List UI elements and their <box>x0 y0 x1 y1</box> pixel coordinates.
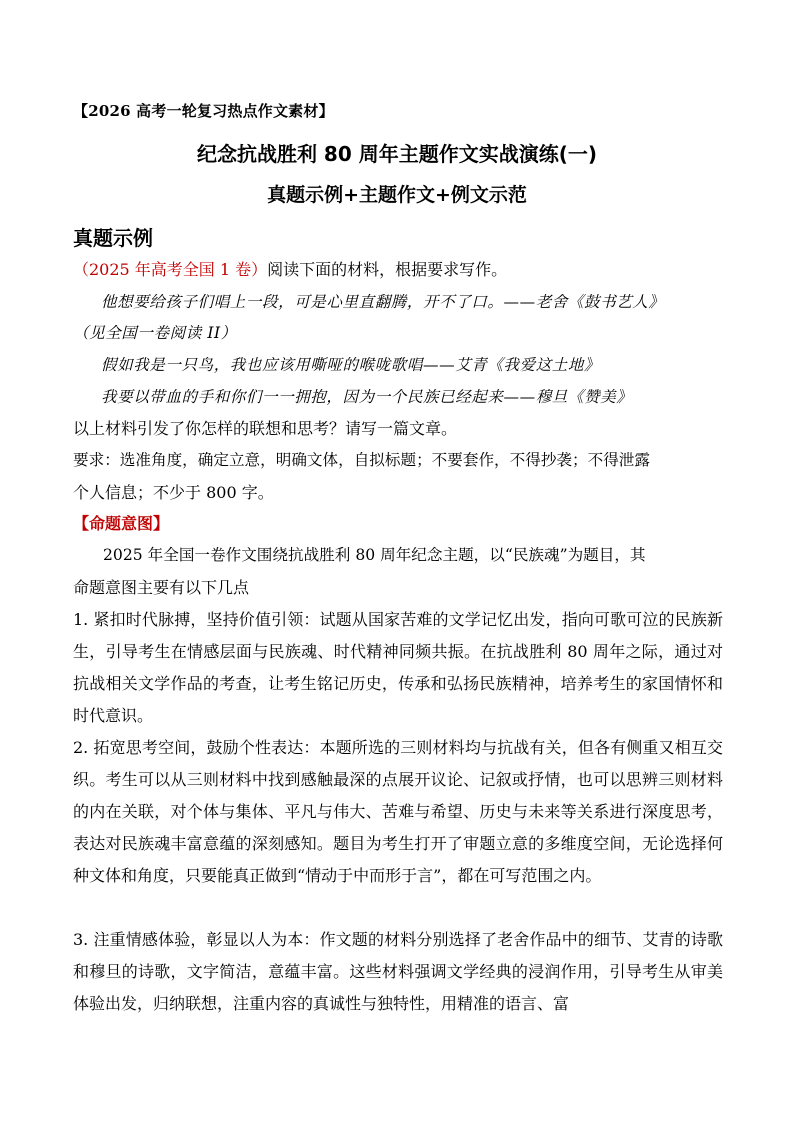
material-1-note: （见全国一卷阅读 II） <box>73 324 237 342</box>
prompt-line <box>73 262 507 278</box>
requirement-line-1: 要求：选准角度，确定立意，明确文体，自拟标题；不要套作，不得抄袭；不得泄露 <box>73 451 650 469</box>
prompt-question: 以上材料引发了你怎样的联想和思考？请写一篇文章。 <box>73 419 458 438</box>
material-2: 假如我是一只鸟，我也应该用嘶哑的喉咙歌唱——艾青《我爱这土地》 <box>101 356 601 374</box>
section-heading: 真题示例 <box>73 226 153 250</box>
material-3: 我要以带血的手和你们一一拥抱，因为一个民族已经起来——穆旦《赞美》 <box>101 388 633 406</box>
intent-point-2: 2. 拓宽思考空间，鼓励个性表达：本题所选的三则材料均与抗战有关，但各有侧重又相互交织。考生可以从三则材料中找到感触最深的点展开议论、记叙或抒情，也可以思辨三则材料的内在关联，对个体与集体、平凡与伟大、苦难与希望、历史与未来等关系进行深度思考，表达对民族魂丰富意蕴的深刻感知。题目为考生打开了审题立意的多维度空间，无论选择何种文体和角度，只要能真正做到“情动于中而形于言”，都在可写范围之内。 <box>73 738 723 885</box>
requirement-line-2: 个人信息；不少于 800 字。 <box>73 483 274 502</box>
intent-heading: 【命题意图】 <box>73 514 170 533</box>
prompt-source: （2025 年高考全国 1 卷） <box>73 260 268 279</box>
document-subtitle: 真题示例+主题作文+例文示范 <box>267 184 527 206</box>
intent-point-1: 1. 紧扣时代脉搏，坚持价值引领：试题从国家苦难的文学记忆出发，指向可歌可泣的民族新生，引导考生在情感层面与民族魂、时代精神同频共振。在抗战胜利 80 周年之际，通过对抗战相关文学作品的考查，让考生铭记历史，传承和弘扬民族精神，培养考生的家国情怀和时代意识。 <box>73 610 723 725</box>
intent-point-3: 3. 注重情感体验，彰显以人为本：作文题的材料分别选择了老舍作品中的细节、艾青的诗歌和穆旦的诗歌，文字简洁，意蕴丰富。这些材料强调文学经典的浸润作用，引导考生从审美体验出发，归纳联想，注重内容的真诚性与独特性，用精准的语言、富 <box>73 930 723 1013</box>
series-tag: 【2026 高考一轮复习热点作文素材】 <box>73 102 334 120</box>
intent-intro-line-1: 2025 年全国一卷作文围绕抗战胜利 80 周年纪念主题，以“民族魂”为题目，其 <box>103 546 646 564</box>
prompt-instruction: 阅读下面的材料，根据要求写作。 <box>267 260 508 279</box>
document-title: 纪念抗战胜利 80 周年主题作文实战演练(一) <box>196 142 598 166</box>
intent-intro-line-2: 命题意图主要有以下几点 <box>73 578 250 597</box>
material-1: 他想要给孩子们唱上一段，可是心里直翻腾，开不了口。——老舍《鼓书艺人》 <box>101 293 665 311</box>
